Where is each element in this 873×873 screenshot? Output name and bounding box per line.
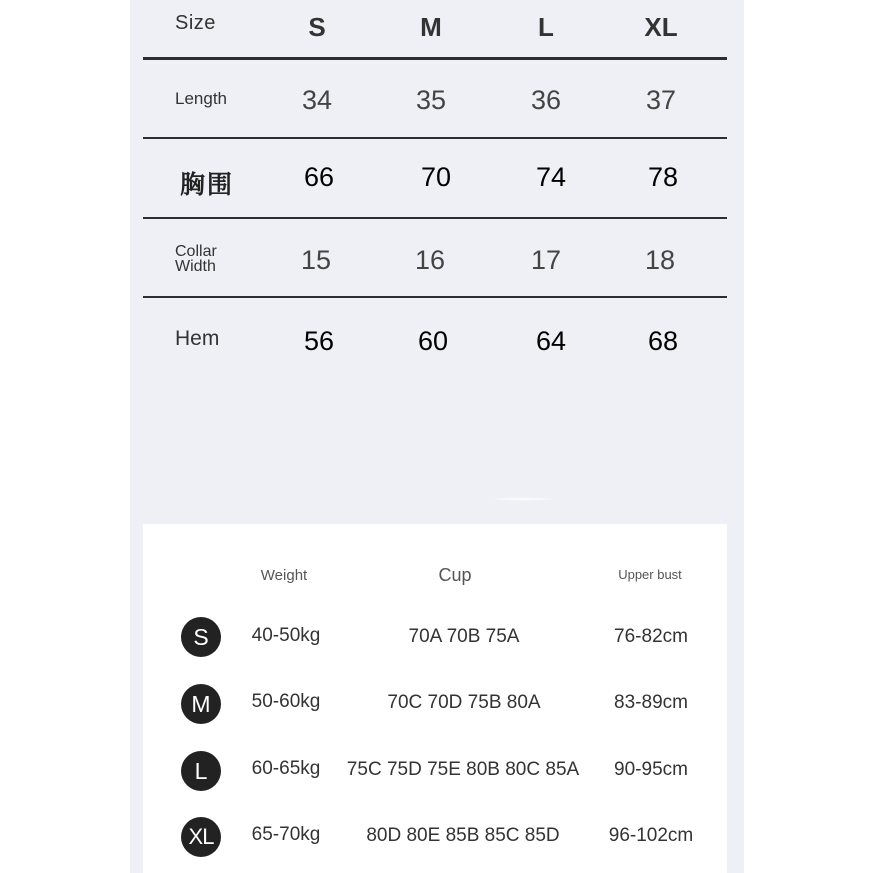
row-divider <box>143 296 727 298</box>
hem-xl-value: 68 <box>647 326 679 356</box>
weight-xl: 65-70kg <box>251 824 321 845</box>
upper-bust-xl: 96-102cm <box>608 825 694 846</box>
row-label-collar-line2: Width <box>175 258 216 275</box>
weight-s: 40-50kg <box>251 625 321 646</box>
column-header-upper-bust: Upper bust <box>618 567 682 582</box>
column-header-weight: Weight <box>260 567 308 584</box>
column-header-cup: Cup <box>438 565 472 585</box>
cup-xl: 80D 80E 85B 85C 85D <box>366 825 560 846</box>
row-label-hem: Hem <box>175 327 220 350</box>
chest-m-value: 70 <box>420 162 452 192</box>
hem-s-value: 56 <box>303 326 335 356</box>
header-divider <box>143 57 727 60</box>
hem-m-value: 60 <box>417 326 449 356</box>
row-label-collar-line1: Collar <box>175 243 217 260</box>
length-l-value: 36 <box>530 85 562 115</box>
chest-xl-value: 78 <box>647 162 679 192</box>
size-header-l: L <box>538 12 554 42</box>
collar-l-value: 17 <box>530 245 562 275</box>
hem-l-value: 64 <box>535 326 567 356</box>
collar-xl-value: 18 <box>644 245 676 275</box>
row-divider <box>143 217 727 219</box>
size-header-s: S <box>308 12 326 42</box>
size-header-label: Size <box>175 12 216 34</box>
length-s-value: 34 <box>301 85 333 115</box>
upper-bust-s: 76-82cm <box>614 626 688 647</box>
upper-bust-m: 83-89cm <box>614 692 688 713</box>
row-label-length: Length <box>175 89 227 108</box>
collar-s-value: 15 <box>300 245 332 275</box>
row-label-collar-width <box>175 244 217 274</box>
size-header-xl: XL <box>644 12 678 42</box>
weight-m: 50-60kg <box>251 691 321 712</box>
upper-bust-l: 90-95cm <box>614 759 688 780</box>
background-smudge <box>488 497 558 501</box>
cup-l: 75C 75D 75E 80B 80C 85A <box>346 759 580 780</box>
row-divider <box>143 137 727 139</box>
row-label-chest: 胸围 <box>180 171 235 199</box>
size-badge-xl: XL <box>181 817 221 857</box>
length-m-value: 35 <box>415 85 447 115</box>
collar-m-value: 16 <box>414 245 446 275</box>
chest-l-value: 74 <box>535 162 567 192</box>
cup-s: 70A 70B 75A <box>408 626 520 647</box>
weight-l: 60-65kg <box>251 758 321 779</box>
size-badge-m: M <box>181 684 221 724</box>
size-badge-s: S <box>181 617 221 657</box>
chest-s-value: 66 <box>303 162 335 192</box>
cup-m: 70C 70D 75B 80A <box>387 692 541 713</box>
size-header-m: M <box>420 12 442 42</box>
length-xl-value: 37 <box>645 85 677 115</box>
size-badge-l: L <box>181 751 221 791</box>
